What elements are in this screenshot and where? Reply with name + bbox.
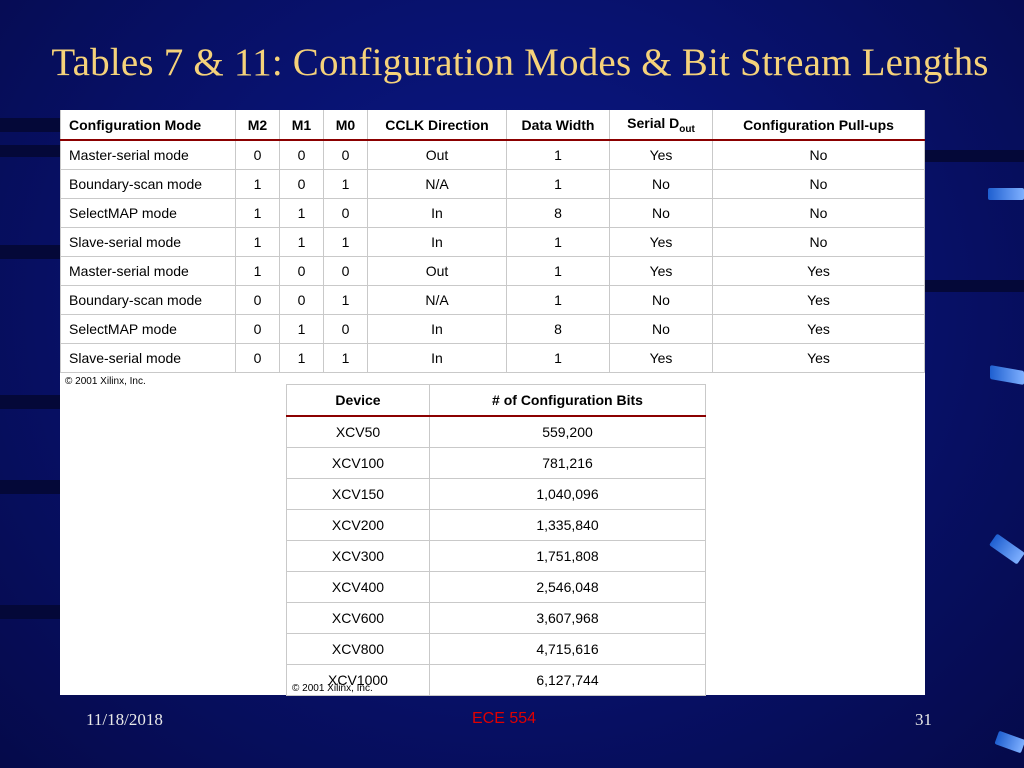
table-cell: 1 [280,315,324,344]
decorative-bar [990,365,1024,385]
column-header: Configuration Mode [61,110,236,140]
table-cell: 0 [280,140,324,170]
table-row [61,286,925,315]
table-header-row [287,385,706,417]
table-cell: No [610,286,713,315]
table-cell: Yes [610,344,713,373]
column-header-serial-dout [610,110,713,140]
column-header: M1 [280,110,324,140]
column-header: CCLK Direction [368,110,507,140]
column-header: M0 [324,110,368,140]
table-cell: 1 [280,344,324,373]
table-cell: XCV400 [287,572,430,603]
background-stripe [0,395,60,409]
table-cell: 1,335,840 [430,510,706,541]
table-cell: SelectMAP mode [61,315,236,344]
table-cell: No [610,199,713,228]
table-cell: XCV800 [287,634,430,665]
table-cell: Out [368,257,507,286]
table-row [287,416,706,448]
background-stripe [0,245,60,259]
table-cell: Yes [713,286,925,315]
table-row [61,257,925,286]
table-row [287,448,706,479]
table-cell: Yes [610,257,713,286]
table-row [61,140,925,170]
table-cell: 1,040,096 [430,479,706,510]
header-text: Serial D [627,114,680,131]
table-cell: 3,607,968 [430,603,706,634]
table-cell: Slave-serial mode [61,344,236,373]
table-cell: 1 [507,286,610,315]
configuration-bits-table [286,384,706,696]
background-stripe [925,280,1024,292]
background-stripe [0,145,60,157]
table-cell: 1 [507,228,610,257]
table-cell: Master-serial mode [61,257,236,286]
table-cell: 1 [236,228,280,257]
table-cell: 6,127,744 [430,665,706,696]
table-cell: 0 [236,344,280,373]
table-cell: N/A [368,170,507,199]
table-cell: XCV300 [287,541,430,572]
table-cell: Slave-serial mode [61,228,236,257]
table-row [287,572,706,603]
table-cell: 8 [507,199,610,228]
column-header: # of Configuration Bits [430,385,706,417]
table-cell: 1 [324,228,368,257]
table-cell: No [610,315,713,344]
table-cell: 8 [507,315,610,344]
table-cell: Yes [713,344,925,373]
table-cell: 781,216 [430,448,706,479]
table-row [61,344,925,373]
table-cell: No [713,170,925,199]
table-cell: 0 [324,257,368,286]
table-cell: 2,546,048 [430,572,706,603]
table-cell: Boundary-scan mode [61,170,236,199]
table-cell: XCV200 [287,510,430,541]
table-cell: 0 [236,140,280,170]
table-cell: In [368,315,507,344]
table-cell: Master-serial mode [61,140,236,170]
table-row [287,603,706,634]
table-cell: No [610,170,713,199]
table-cell: Yes [610,228,713,257]
table-cell: Yes [713,315,925,344]
bits-table-body [287,416,706,696]
table-cell: XCV1000 [287,665,430,696]
table-row [61,315,925,344]
table-cell: XCV100 [287,448,430,479]
decorative-bar [994,731,1024,754]
decorative-bar [989,534,1024,565]
background-stripe [0,480,60,494]
copyright-notice: © 2001 Xilinx, Inc. [65,376,146,387]
background-stripe [0,605,60,619]
table-cell: 1,751,808 [430,541,706,572]
table-cell: 1 [507,344,610,373]
table-cell: 1 [280,228,324,257]
table-row [61,199,925,228]
table-cell: N/A [368,286,507,315]
table-cell: 1 [507,257,610,286]
table-cell: 0 [324,140,368,170]
table-cell: 1 [236,170,280,199]
column-header: Device [287,385,430,417]
table-cell: 1 [324,344,368,373]
footer-date: 11/18/2018 [86,710,163,729]
table-cell: In [368,344,507,373]
table-cell: 1 [324,170,368,199]
slide-title: Tables 7 & 11: Configuration Modes & Bit Stream Lengths [51,41,989,84]
configuration-modes-table [60,110,925,373]
table-row [287,634,706,665]
header-subscript: out [679,123,695,135]
table-cell: 0 [280,257,324,286]
table-cell: 0 [280,170,324,199]
decorative-bar [988,188,1024,200]
table-cell: 1 [236,199,280,228]
table-cell: XCV600 [287,603,430,634]
table-cell: No [713,199,925,228]
table-row [287,479,706,510]
column-header: Data Width [507,110,610,140]
table-cell: No [713,228,925,257]
table-cell: Yes [713,257,925,286]
copyright-notice: © 2001 Xilinx, Inc. [292,683,373,694]
table-cell: 1 [324,286,368,315]
modes-table-body [61,140,925,373]
table-cell: 4,715,616 [430,634,706,665]
table-cell: 1 [280,199,324,228]
table-cell: 1 [236,257,280,286]
table-cell: XCV150 [287,479,430,510]
table-cell: In [368,228,507,257]
table-cell: Out [368,140,507,170]
footer-course: ECE 554 [472,710,537,727]
table-cell: Yes [610,140,713,170]
column-header: M2 [236,110,280,140]
table-cell: In [368,199,507,228]
table-cell: 0 [324,199,368,228]
table-row [61,170,925,199]
table-cell: XCV50 [287,416,430,448]
table-cell: 1 [507,170,610,199]
table-cell: 0 [236,315,280,344]
table-cell: SelectMAP mode [61,199,236,228]
table-row [61,228,925,257]
table-row [287,541,706,572]
content-panel [60,110,925,695]
column-header: Configuration Pull-ups [713,110,925,140]
table-cell: 1 [507,140,610,170]
table-cell: Boundary-scan mode [61,286,236,315]
background-stripe [925,150,1024,162]
table-cell: 559,200 [430,416,706,448]
footer-page-number: 31 [915,710,932,729]
table-cell: 0 [280,286,324,315]
table-row [287,510,706,541]
table-header-row [61,110,925,140]
table-cell: No [713,140,925,170]
table-cell: 0 [236,286,280,315]
table-cell: 0 [324,315,368,344]
background-stripe [0,118,60,132]
